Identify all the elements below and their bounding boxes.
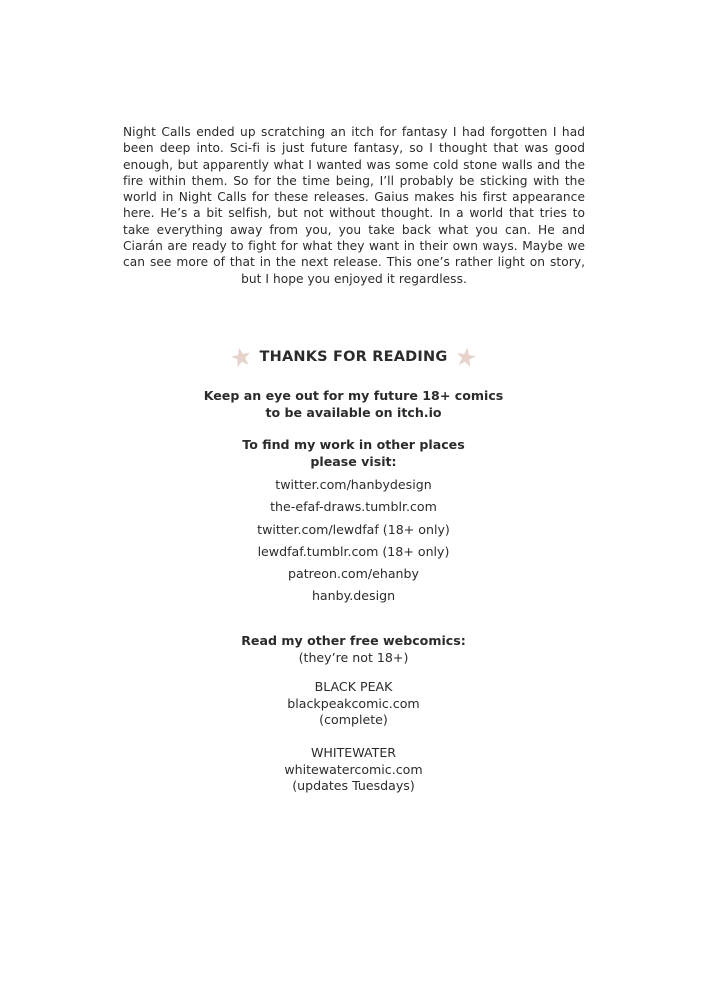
intro-paragraph: Night Calls ended up scratching an itch for fantasy I had forgotten I had been deep into. Sci-fi is just future fantasy, so I thought that was good enough, but apparently what I wanted was some cold stone walls and the fire within them. So for the time being, I’ll probably be sticking with the world in Night Calls for these releases. Gaius makes his first appearance here. He’s a bit selfish, but not without thought. In a world that tries to take everything away from you, you take back what you can. He and Ciarán are ready to fight for what they want in their own ways. Maybe we can see more of that in the next release. This one’s rather light on story, but I hope you enjoyed it regardless. [123,125,585,286]
link-tumblr-efaf[interactable]: the-efaf-draws.tumblr.com [270,499,437,515]
link-patreon[interactable]: patreon.com/ehanby [287,566,419,582]
link-twitter-hanbydesign[interactable]: twitter.com/hanbydesign [275,477,432,492]
thanks-title: THANKS FOR READING [259,349,448,365]
webcomic-whitewater [0,745,707,795]
webcomic-url[interactable]: blackpeakcomic.com [287,695,420,711]
webcomic-name: WHITEWATER [310,745,397,760]
future-comics-note [0,388,707,421]
find-work-line-1: To find my work in other places [242,437,465,452]
webcomics-heading-block [0,633,707,666]
thanks-heading [0,346,707,368]
find-work-note [0,437,707,470]
webcomic-status: (complete) [319,712,388,727]
webcomic-black-peak [0,679,707,729]
webcomic-name: BLACK PEAK [314,679,393,694]
star-icon [455,346,477,368]
future-comics-line-2: to be available on itch.io [265,404,442,420]
webcomics-heading: Read my other free webcomics: [241,633,466,648]
webcomic-url[interactable]: whitewatercomic.com [284,761,423,777]
star-icon [230,346,252,368]
find-work-line-2: please visit: [310,453,397,469]
future-comics-line-1: Keep an eye out for my future 18+ comics [203,388,504,403]
webcomics-subheading: (they’re not 18+) [298,649,409,665]
link-hanby-design[interactable]: hanby.design [311,588,396,604]
star-shape [230,346,252,368]
star-shape [455,346,477,368]
links-list [0,474,707,608]
link-twitter-lewdfaf[interactable]: twitter.com/lewdfaf (18+ only) [257,521,450,537]
link-tumblr-lewdfaf[interactable]: lewdfaf.tumblr.com (18+ only) [257,543,450,559]
webcomic-status: (updates Tuesdays) [292,778,415,793]
